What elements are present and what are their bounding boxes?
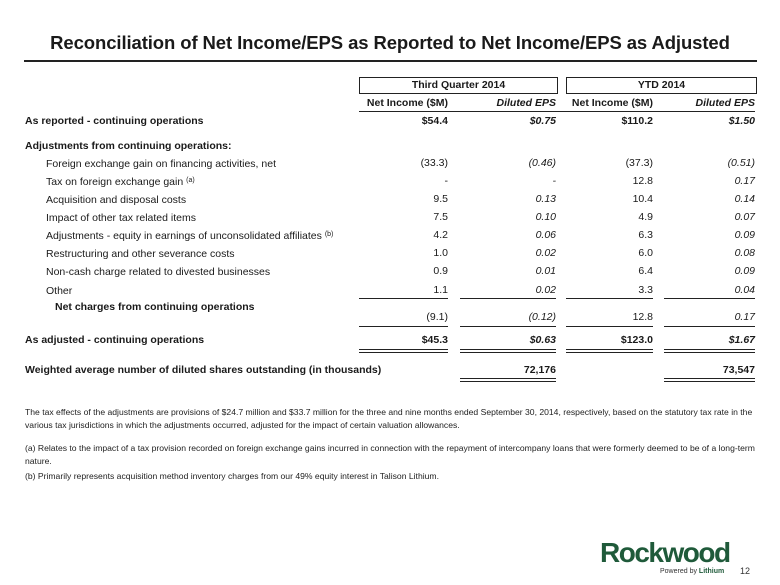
row-label: Non-cash charge related to divested businesses bbox=[46, 266, 271, 278]
ytd-diluted-eps: $1.50 bbox=[728, 115, 755, 127]
q3-diluted-shares: 72,176 bbox=[523, 364, 556, 376]
col-header-q3-diluted-eps: Diluted EPS bbox=[496, 97, 556, 109]
row-label: Impact of other tax related items bbox=[46, 212, 196, 224]
group-header-q3: Third Quarter 2014 bbox=[359, 77, 558, 94]
total-rule bbox=[664, 378, 755, 379]
q3-net-income: (33.3) bbox=[420, 157, 448, 169]
row-label: As adjusted - continuing operations bbox=[25, 334, 205, 346]
ytd-diluted-eps: $1.67 bbox=[728, 334, 755, 346]
header-rule bbox=[359, 111, 755, 112]
ytd-net-income: 10.4 bbox=[632, 193, 653, 205]
total-rule bbox=[664, 349, 755, 350]
ytd-net-income: $123.0 bbox=[620, 334, 653, 346]
footnote-tax-effects: The tax effects of the adjustments are provisions of $24.7 million and $33.7 million for the three and nine months ended September 30, 2014, respectively, based on the statutory tax rate in the various tax jurisdictions in which the adjustments occurred, adjusted for the impact of certain valuation allowances. bbox=[25, 407, 753, 430]
table-row-net-charges-values bbox=[0, 309, 780, 325]
total-rule bbox=[566, 349, 653, 350]
table-row-diluted-shares bbox=[0, 362, 780, 378]
ytd-net-income: $110.2 bbox=[621, 115, 653, 127]
q3-diluted-eps: 0.10 bbox=[535, 211, 556, 223]
rockwood-logo bbox=[600, 537, 730, 575]
row-label: As reported - continuing operations bbox=[25, 115, 204, 127]
col-header-q3-net-income: Net Income ($M) bbox=[366, 97, 448, 109]
q3-diluted-eps: 0.01 bbox=[535, 265, 556, 277]
row-label: Acquisition and disposal costs bbox=[46, 194, 187, 206]
footnote-a: (a) Relates to the impact of a tax provision recorded on foreign exchange gains incurred in connection with the repayment of intercompany loans that were formerly deemed to be of a long-term nature. bbox=[25, 443, 755, 466]
q3-net-income: - bbox=[444, 175, 448, 187]
adjustments-heading bbox=[0, 138, 780, 154]
table-row bbox=[0, 191, 780, 207]
q3-diluted-eps: 0.13 bbox=[535, 193, 556, 205]
q3-net-income: 1.0 bbox=[433, 247, 448, 259]
ytd-net-income: 6.3 bbox=[638, 229, 653, 241]
total-rule bbox=[359, 349, 448, 350]
q3-net-income: $45.3 bbox=[421, 334, 448, 346]
table-row-adjusted bbox=[0, 332, 780, 348]
q3-net-income: 7.5 bbox=[433, 211, 448, 223]
total-rule bbox=[460, 378, 556, 379]
q3-net-income: 4.2 bbox=[433, 229, 448, 241]
ytd-diluted-eps: 0.14 bbox=[734, 193, 755, 205]
title-rule bbox=[24, 60, 757, 62]
q3-diluted-eps: $0.75 bbox=[529, 115, 556, 127]
logo-tagline: Powered by Lithium bbox=[660, 568, 725, 575]
col-header-ytd-net-income: Net Income ($M) bbox=[571, 97, 653, 109]
q3-net-income: 9.5 bbox=[433, 193, 448, 205]
ytd-diluted-eps: 0.09 bbox=[734, 229, 755, 241]
total-rule bbox=[460, 381, 556, 382]
row-label: Adjustments - equity in earnings of unconsolidated affiliates $^{(b)}$ bbox=[46, 230, 334, 242]
ytd-diluted-eps: 0.04 bbox=[734, 284, 755, 296]
ytd-diluted-eps: 0.08 bbox=[734, 247, 755, 259]
row-label: Restructuring and other severance costs bbox=[46, 248, 235, 260]
total-rule bbox=[460, 349, 556, 350]
subtotal-rule bbox=[359, 326, 448, 327]
total-rule bbox=[359, 352, 448, 353]
q3-diluted-eps: 0.06 bbox=[535, 229, 556, 241]
page-title: Reconciliation of Net Income/EPS as Reported to Net Income/EPS as Adjusted bbox=[50, 32, 730, 53]
row-label: Net charges from continuing operations bbox=[55, 301, 255, 313]
footnote-b: (b) Primarily represents acquisition method inventory charges from our 49% equity interest in Talison Lithium. bbox=[25, 471, 439, 481]
row-label: Adjustments from continuing operations: bbox=[25, 140, 232, 152]
table-row bbox=[0, 155, 780, 171]
row-label: Other bbox=[46, 285, 73, 297]
q3-diluted-eps: (0.46) bbox=[528, 157, 556, 169]
ytd-diluted-eps: (0.51) bbox=[727, 157, 755, 169]
q3-net-income: 1.1 bbox=[433, 284, 448, 296]
total-rule bbox=[664, 381, 755, 382]
row-label: Weighted average number of diluted shares outstanding (in thousands) bbox=[25, 364, 382, 376]
q3-net-income: 0.9 bbox=[433, 265, 448, 277]
total-rule bbox=[566, 352, 653, 353]
ytd-diluted-eps: 0.17 bbox=[734, 311, 755, 323]
ytd-net-income: 12.8 bbox=[632, 311, 653, 323]
table-row bbox=[0, 209, 780, 225]
q3-diluted-eps: $0.63 bbox=[529, 334, 556, 346]
subtotal-rule bbox=[664, 326, 755, 327]
page-number: 12 bbox=[740, 566, 751, 576]
subtotal-rule bbox=[566, 326, 653, 327]
row-label: Foreign exchange gain on financing activities, net bbox=[46, 158, 276, 170]
q3-net-income: (9.1) bbox=[426, 311, 448, 323]
logo-wordmark: Rockwood bbox=[600, 537, 730, 568]
total-rule bbox=[460, 352, 556, 353]
q3-diluted-eps: 0.02 bbox=[535, 247, 556, 259]
table-row bbox=[0, 282, 780, 298]
ytd-net-income: 6.4 bbox=[638, 265, 653, 277]
q3-diluted-eps: 0.02 bbox=[535, 284, 556, 296]
q3-diluted-eps: - bbox=[552, 175, 556, 187]
ytd-net-income: 3.3 bbox=[638, 284, 653, 296]
q3-diluted-eps: (0.12) bbox=[528, 311, 556, 323]
subtotal-rule bbox=[460, 326, 556, 327]
total-rule bbox=[664, 352, 755, 353]
q3-net-income: $54.4 bbox=[421, 115, 448, 127]
col-header-ytd-diluted-eps: Diluted EPS bbox=[695, 97, 755, 109]
ytd-diluted-eps: 0.07 bbox=[734, 211, 755, 223]
ytd-net-income: 12.8 bbox=[632, 175, 653, 187]
row-label: Tax on foreign exchange gain $^{(a)}$ bbox=[46, 176, 195, 188]
table-row bbox=[0, 227, 780, 243]
ytd-net-income: 4.9 bbox=[638, 211, 653, 223]
group-header-ytd: YTD 2014 bbox=[566, 77, 757, 94]
ytd-diluted-eps: 0.17 bbox=[734, 175, 755, 187]
table-row bbox=[0, 263, 780, 279]
table-row bbox=[0, 173, 780, 189]
ytd-diluted-eps: 0.09 bbox=[734, 265, 755, 277]
ytd-net-income: (37.3) bbox=[625, 157, 653, 169]
table-row-reported bbox=[0, 113, 780, 129]
table-row bbox=[0, 245, 780, 261]
ytd-net-income: 6.0 bbox=[638, 247, 653, 259]
ytd-diluted-shares: 73,547 bbox=[722, 364, 755, 376]
